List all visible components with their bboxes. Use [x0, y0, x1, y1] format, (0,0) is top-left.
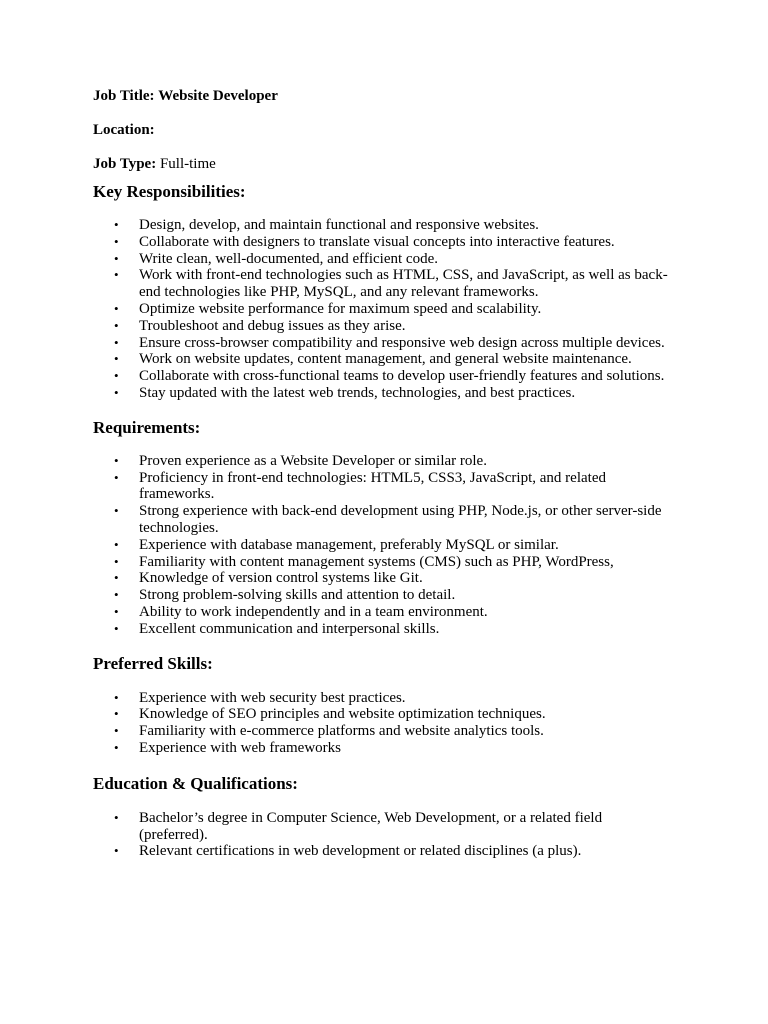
- bullet-icon: •: [114, 570, 119, 586]
- bullet-icon: •: [114, 351, 119, 367]
- section-heading-requirements: Requirements:: [93, 417, 201, 437]
- bullet-icon: •: [114, 689, 119, 705]
- job-type-label: Job Type:: [93, 156, 157, 172]
- list-item: • Experience with web frameworks: [114, 739, 342, 756]
- list-item: • Familiarity with content management systems (CMS) such as PHP, WordPress,: [114, 553, 614, 570]
- bullet-icon: •: [114, 553, 119, 569]
- bullet-icon: •: [114, 368, 119, 384]
- list-item: • Work on website updates, content management, and general website maintenance.: [114, 351, 632, 368]
- bullet-icon: •: [114, 317, 119, 333]
- bullet-icon: •: [114, 587, 119, 603]
- bullet-icon: •: [114, 706, 119, 722]
- bullet-icon: •: [114, 300, 119, 316]
- list-item: • Ability to work independently and in a team environment.: [114, 603, 488, 620]
- list-item: • Work with front-end technologies such as HTML, CSS, and JavaScript, as well as back-end technologies like PHP, MySQL, and any relevant frameworks.: [114, 267, 668, 301]
- bullet-icon: •: [114, 233, 119, 249]
- bullet-icon: •: [114, 469, 119, 485]
- key-responsibilities-list: [93, 217, 673, 402]
- location-line: [93, 121, 673, 139]
- bullet-icon: •: [114, 536, 119, 552]
- job-type-line: [93, 155, 673, 173]
- list-item: • Proficiency in front-end technologies: HTML5, CSS3, JavaScript, and related frameworks.: [114, 469, 606, 503]
- job-type-value: Full-time: [159, 156, 216, 172]
- bullet-icon: •: [114, 384, 119, 400]
- job-description-document: [93, 87, 673, 860]
- section-heading-preferred-skills: Preferred Skills:: [93, 653, 213, 673]
- list-item: • Stay updated with the latest web trends, technologies, and best practices.: [114, 384, 576, 401]
- list-item: • Knowledge of version control systems like Git.: [114, 570, 423, 587]
- list-item: • Strong experience with back-end development using PHP, Node.js, or other server-side technologies.: [114, 503, 662, 536]
- section-heading-key-responsibilities: Key Responsibilities:: [93, 182, 246, 201]
- list-item: • Collaborate with designers to translate visual concepts into interactive features.: [114, 233, 615, 250]
- bullet-icon: •: [114, 334, 119, 350]
- job-title-line: [93, 87, 673, 105]
- bullet-icon: •: [114, 217, 119, 232]
- list-item: • Excellent communication and interpersonal skills.: [114, 620, 440, 637]
- list-item: • Bachelor’s degree in Computer Science, Web Development, or a related field (preferred).: [114, 809, 603, 843]
- job-title-label: Job Title:: [93, 88, 155, 104]
- section-heading-education-qualifications: Education & Qualifications:: [93, 773, 298, 793]
- bullet-icon: •: [114, 603, 119, 619]
- list-item: • Optimize website performance for maximum speed and scalability.: [114, 300, 542, 317]
- job-title-value: Website Developer: [158, 88, 278, 104]
- bullet-icon: •: [114, 250, 119, 266]
- list-item: • Strong problem-solving skills and attention to detail.: [114, 587, 456, 604]
- list-item: • Troubleshoot and debug issues as they arise.: [114, 317, 406, 334]
- list-item: • Proven experience as a Website Developer or similar role.: [114, 452, 487, 469]
- list-item: • Collaborate with cross-functional teams to develop user-friendly features and solutions.: [114, 368, 665, 385]
- list-item: • Experience with web security best practices.: [114, 689, 406, 706]
- preferred-skills-list: [93, 690, 673, 757]
- list-item: • Design, develop, and maintain functional and responsive websites.: [114, 217, 539, 233]
- location-label: Location:: [93, 122, 155, 138]
- list-item: • Familiarity with e-commerce platforms and website analytics tools.: [114, 723, 544, 740]
- bullet-icon: •: [114, 843, 119, 859]
- bullet-icon: •: [114, 267, 119, 283]
- education-qualifications-list: [93, 810, 673, 860]
- list-item: • Ensure cross-browser compatibility and responsive web design across multiple devices.: [114, 334, 665, 351]
- bullet-icon: •: [114, 503, 119, 519]
- bullet-icon: •: [114, 620, 119, 636]
- bullet-icon: •: [114, 723, 119, 739]
- bullet-icon: •: [114, 809, 119, 825]
- requirements-list: [93, 453, 673, 638]
- bullet-icon: •: [114, 452, 119, 468]
- list-item: • Relevant certifications in web development or related disciplines (a plus).: [114, 843, 582, 860]
- bullet-icon: •: [114, 739, 119, 755]
- list-item: • Knowledge of SEO principles and website optimization techniques.: [114, 706, 546, 723]
- list-item: • Experience with database management, preferably MySQL or similar.: [114, 536, 559, 553]
- list-item: • Write clean, well-documented, and efficient code.: [114, 250, 438, 267]
